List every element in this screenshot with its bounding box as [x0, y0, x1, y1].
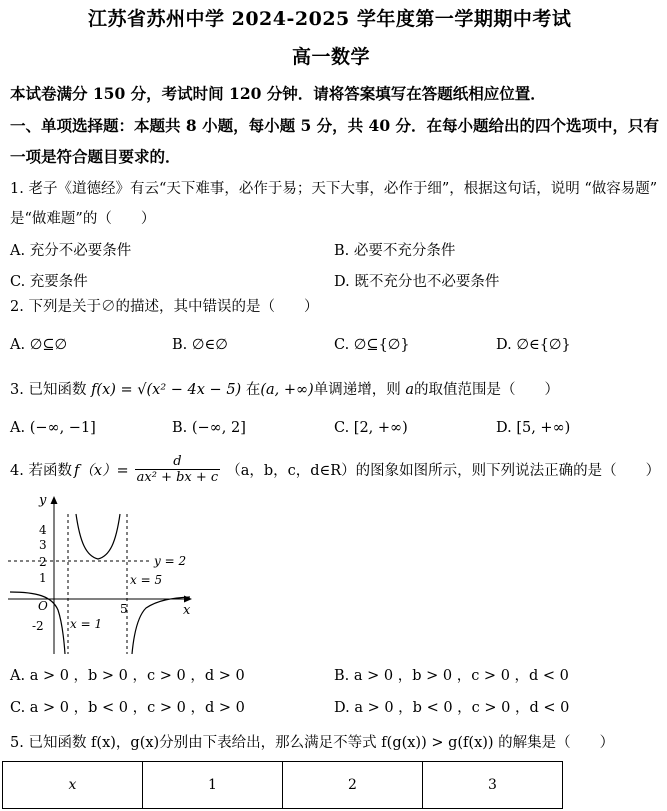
q3-option-b[interactable]: B. (−∞, 2] [172, 420, 246, 436]
q4-params: （a，b，c，d∈R）的图象如图所示，则下列说法正确的是（ ） [226, 463, 661, 479]
table-header-x: x [3, 762, 143, 809]
section-heading-line1: 一、单项选择题：本题共 8 小题，每小题 5 分，共 40 分．在每小题给出的四个选项中，只有 [10, 116, 660, 135]
y-axis-label: y [39, 493, 47, 508]
q2-option-d[interactable]: D. ∅∈{∅} [496, 337, 571, 353]
label-x-eq-5: x = 5 [130, 573, 163, 587]
table-row [3, 762, 563, 809]
q2-option-b[interactable]: B. ∅∈∅ [172, 337, 228, 353]
q3-suffix: 单调递增，则 [313, 382, 401, 398]
q4-option-c[interactable]: C. a > 0 ，b < 0 ，c > 0 ，d > 0 [10, 700, 245, 716]
q4-option-d[interactable]: D. a > 0 ，b < 0 ，c > 0 ，d < 0 [334, 700, 570, 716]
label-x-eq-1: x = 1 [70, 617, 103, 631]
q2-option-c[interactable]: C. ∅⊆{∅} [334, 337, 410, 353]
y-tick-2: 2 [39, 555, 47, 569]
q4-option-b[interactable]: B. a > 0 ，b > 0 ，c > 0 ，d < 0 [334, 668, 569, 684]
q4-prefix: 4. 若函数 [10, 463, 72, 479]
exam-title: 江苏省苏州中学 2024-2025 学年度第一学期期中考试 [88, 8, 572, 30]
q5-value-table [2, 761, 563, 809]
q4-denominator: ax² + bx + c [136, 470, 219, 485]
curve-middle-branch [76, 514, 120, 559]
q3-option-d[interactable]: D. [5, +∞) [496, 420, 571, 436]
y-tick-1: 1 [39, 571, 47, 585]
y-tick-4: 4 [39, 523, 47, 537]
q1-option-b[interactable]: B. 必要不充分条件 [334, 243, 456, 259]
y-tick-3: 3 [39, 538, 47, 552]
q3-interval: (a, +∞) [260, 382, 314, 398]
q1-stem-line2: 是“做难题”的（ ） [10, 211, 156, 227]
q1-stem-line1: 1. 老子《道德经》有云“天下难事，必作于易；天下大事，必作于细”，根据这句话，说明 “做容易题” [10, 181, 658, 197]
q4-function-graph [6, 492, 196, 657]
table-header-2: 2 [283, 762, 423, 809]
exam-instructions: 本试卷满分 150 分，考试时间 120 分钟．请将答案填写在答题纸相应位置． [10, 84, 546, 103]
q1-option-c[interactable]: C. 充要条件 [10, 274, 88, 290]
label-y-eq-2: y = 2 [154, 554, 187, 568]
x-tick-5: 5 [120, 602, 128, 616]
y-tick-neg2: -2 [32, 619, 44, 633]
y-axis-arrow-icon [51, 496, 58, 504]
origin-label: O [38, 599, 48, 613]
q3-option-a[interactable]: A. (−∞, −1] [10, 420, 96, 436]
q4-fraction [135, 454, 221, 485]
q3-prefix: 3. 已知函数 [10, 382, 87, 398]
q1-option-a[interactable]: A. 充分不必要条件 [10, 243, 132, 259]
table-header-1: 1 [143, 762, 283, 809]
q3-mid: 在 [245, 382, 261, 398]
q1-option-d[interactable]: D. 既不充分也不必要条件 [334, 274, 500, 290]
curve-right-branch [132, 597, 190, 654]
section-heading-line2: 一项是符合题目要求的． [10, 147, 181, 166]
exam-subtitle: 高一数学 [292, 46, 371, 68]
q4-stem [10, 454, 660, 485]
q3-stem [10, 378, 559, 399]
q3-end: 的取值范围是（ ） [413, 382, 559, 398]
q4-function-name: f（x）= [73, 463, 129, 479]
q2-option-a[interactable]: A. ∅⊆∅ [10, 337, 68, 353]
q4-numerator: d [173, 454, 182, 469]
x-axis-label: x [183, 603, 191, 618]
q5-stem: 5. 已知函数 f(x)，g(x)分别由下表给出，那么满足不等式 f(g(x)) > g(f(x)) 的解集是（ ） [10, 735, 615, 751]
table-header-3: 3 [423, 762, 563, 809]
q4-option-a[interactable]: A. a > 0 ，b > 0 ，c > 0 ，d > 0 [10, 668, 245, 684]
q2-stem: 2. 下列是关于∅的描述，其中错误的是（ ） [10, 299, 319, 315]
q3-option-c[interactable]: C. [2, +∞) [334, 420, 408, 436]
q3-variable: a [405, 382, 414, 398]
q3-function: f(x) = √(x² − 4x − 5) [91, 382, 242, 398]
